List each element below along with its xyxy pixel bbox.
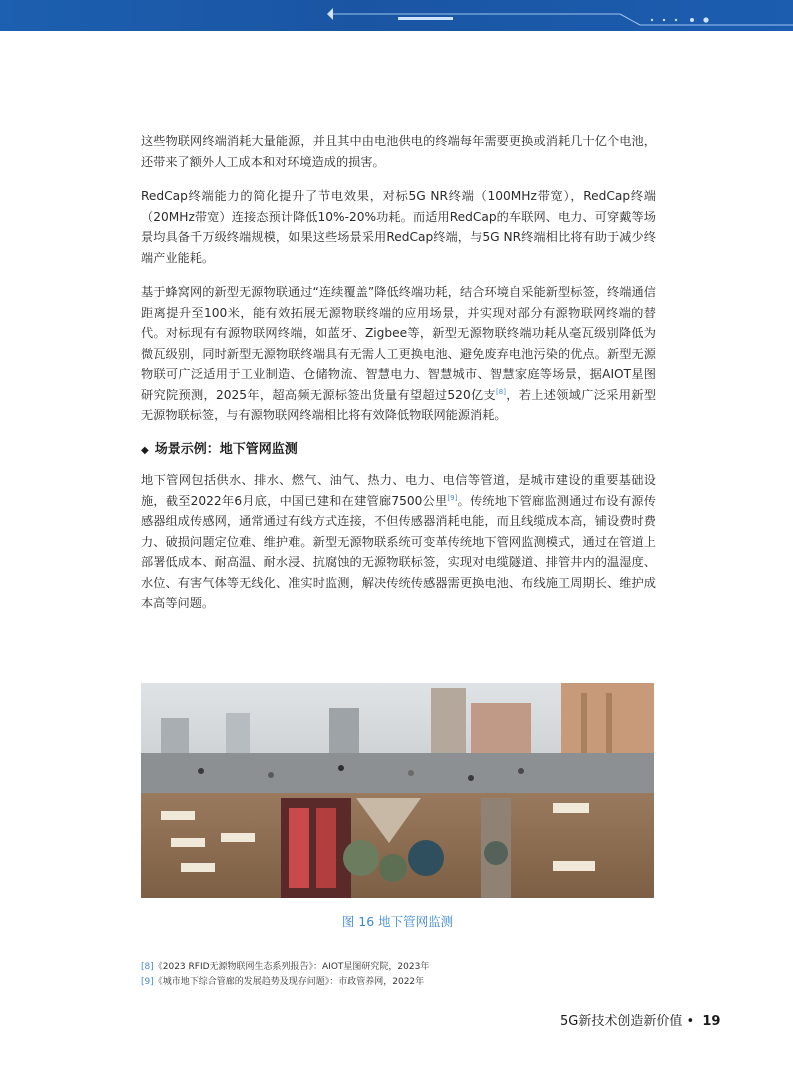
diamond-bullet-icon: ◆ [141, 444, 149, 456]
reference-8-link[interactable]: [8] [496, 387, 506, 396]
page-number: 19 [702, 1014, 721, 1029]
paragraph-1: 这些物联网终端消耗大量能源，并且其中由电池供电的终端每年需要更换或消耗几十亿个电池，还带来了额外人工成本和对环境造成的损害。 [141, 134, 656, 169]
paragraph-4-text-a: 地下管网包括供水、排水、燃气、油气、热力、电力、电信等管道，是城市建设的重要基础设施，截至2022年6月底，中国已建和在建管廊7500公里 [141, 473, 656, 508]
header-banner [0, 0, 793, 31]
paragraph-3-text-a: 基于蜂窝网的新型无源物联通过“连续覆盖”降低终端功耗，结合环境自采能新型标签，终端通信距离提升至100米，能有效拓展无源物联终端的应用场景，并实现对部分有源物联网终端的替代。对标现有有源物联网终端，如蓝牙、Zigbee等，新型无源物联终端功耗从毫瓦级别降低为微瓦级别，同时新型无源物联终端具有无需人工更换电池、避免废弃电池污染的优点。新型无源物联可广泛适用于工业制造、仓储物流、智慧电力、智慧城市、智慧家庭等场景，据AIOT星图研究院预测，2025年，超高频无源标签出货量有望超过520亿支 [141, 285, 656, 402]
paragraph-2: RedCap终端能力的简化提升了节电效果，对标5G NR终端（100MHz带宽），RedCap终端（20MHz带宽）连接态预计降低10%-20%功耗。而适用RedCap的车联网、电力、可穿戴等场景均具备千万级终端规模，如果这些场景采用RedCap终端，与5G NR终端相比将有助于减少终端产业能耗。 [141, 189, 656, 265]
footer-title: 5G新技术创造新价值 [560, 1014, 683, 1029]
footnotes [141, 960, 429, 990]
footnote-8-text: 《2023 RFID无源物联网生态系列报告》：AIOT星图研究院，2023年 [153, 962, 430, 972]
paragraph-3 [141, 282, 656, 426]
body-text [141, 131, 656, 628]
reference-9-link[interactable]: [9] [447, 493, 458, 502]
header-decoration [0, 0, 793, 31]
footnote-9-number: [9] [141, 977, 154, 987]
section-heading-text: 场景示例：地下管网监测 [154, 441, 298, 457]
paragraph-4 [141, 470, 656, 614]
footnote-9 [141, 975, 429, 990]
footnote-8-number: [8] [141, 962, 154, 972]
footnote-9-text: 《城市地下综合管廊的发展趋势及现存问题》：市政管养网，2022年 [153, 977, 425, 987]
figure-caption: 图 16 地下管网监测 [341, 914, 454, 929]
paragraph-3-text-b: ，若上述领域广泛采用新型无源物联标签，与有源物联网终端相比将有效降低物联网能源消耗。 [141, 387, 657, 422]
pipeline-illustration [141, 683, 654, 898]
footnote-8 [141, 960, 429, 975]
paragraph-4-text-b: 。传统地下管廊监测通过布设有源传感器组成传感网，通常通过有线方式连接，不但传感器消耗电能，而且线缆成本高，铺设费时费力、破损问题定位难、维护难。新型无源物联系统可变革传统地下管网监测模式，通过在管道上部署低成本、耐高温、耐水浸、抗腐蚀的无源物联标签，实现对电缆隧道、排管井内的温湿度、水位、有害气体等无线化、准实时监测，解决传统传感器需更换电池、布线施工周期长、维护成本高等问题。 [141, 493, 656, 610]
section-heading [141, 440, 656, 462]
page-footer [560, 1010, 720, 1029]
footer-separator: • [686, 1014, 695, 1029]
underground-pipeline-figure [141, 683, 654, 898]
